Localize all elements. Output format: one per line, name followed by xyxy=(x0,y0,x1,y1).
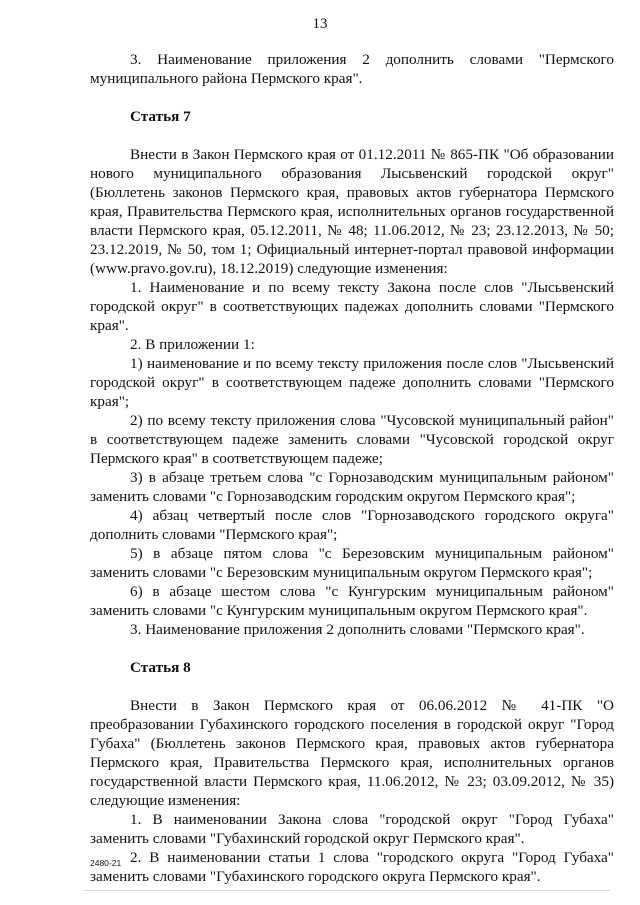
paragraph: 6) в абзаце шестом слова "с Кунгурским муниципальным районом" заменить словами "с Кунгурским муниципальным округом Пермского края". xyxy=(90,583,614,619)
paragraph: 3. Наименование приложения 2 дополнить словами "Пермского края". xyxy=(130,621,585,638)
paragraph: Внести в Закон Пермского края от 06.06.2012 № 41-ПК "О преобразовании Губахинского городского поселения в городской округ "Город Губаха" (Бюллетень законов Пермского края, правовых актов губернатора Пермского края, Правительства Пермского края, исполнительных органов государственной власти Пермского края, 11.06.2012, № 23; 03.09.2012, № 35) следующие изменения: xyxy=(90,697,614,809)
paragraph: 3) в абзаце третьем слова "с Горнозаводским муниципальным районом" заменить словами "с Горнозаводским городским округом Пермского края"; xyxy=(90,469,614,505)
paragraph: 1. Наименование и по всему тексту Закона после слов "Лысьвенский городской округ" в соответствующих падежах дополнить словами "Пермского края". xyxy=(90,279,614,334)
paragraph: 2) по всему тексту приложения слова "Чусовской муниципальный район" в соответствующем падеже заменить словами "Чусовской городской округ Пермского края" в соответствующем падеже; xyxy=(90,412,614,467)
paragraph: 4) абзац четвертый после слов "Горнозаводского городского округа" дополнить словами "Пермского края"; xyxy=(90,507,614,543)
paragraph: 2. В приложении 1: xyxy=(130,336,255,353)
page-edge-divider xyxy=(84,890,610,891)
paragraph: 2. В наименовании статьи 1 слова "городского округа "Город Губаха" заменить словами "Губахинского городского округа Пермского края". xyxy=(90,849,614,885)
document-body xyxy=(90,50,614,886)
paragraph: 3. Наименование приложения 2 дополнить словами "Пермского муниципального района Пермского края". xyxy=(90,51,614,87)
paragraph: 1) наименование и по всему тексту приложения после слов "Лысьвенский городской округ" в соответствующем падеже дополнить словами "Пермского края"; xyxy=(90,355,614,410)
paragraph: Внести в Закон Пермского края от 01.12.2011 № 865-ПК "Об образовании нового муниципального образования Лысьвенский городской округ" (Бюллетень законов Пермского края, правовых актов губернатора Пермского края, Правительства Пермского края, исполнительных органов государственной власти Пермского края, 05.12.2011, № 48; 11.06.2012, № 23; 23.12.2013, № 50; 23.12.2019, № 50, том 1; Официальный интернет-портал правовой информации (www.pravo.gov.ru), 18.12.2019) следующие изменения: xyxy=(90,146,614,277)
paragraph: 1. В наименовании Закона слова "городской округ "Город Губаха" заменить словами "Губахинский городской округ Пермского края". xyxy=(90,811,614,847)
article-8-heading: Статья 8 xyxy=(130,659,191,676)
paragraph: 5) в абзаце пятом слова "с Березовским муниципальным районом" заменить словами "с Березовским муниципальным округом Пермского края"; xyxy=(90,545,614,581)
document-code: 2480-21 xyxy=(90,858,122,868)
article-7-heading: Статья 7 xyxy=(130,108,191,125)
page-number: 13 xyxy=(312,16,328,32)
